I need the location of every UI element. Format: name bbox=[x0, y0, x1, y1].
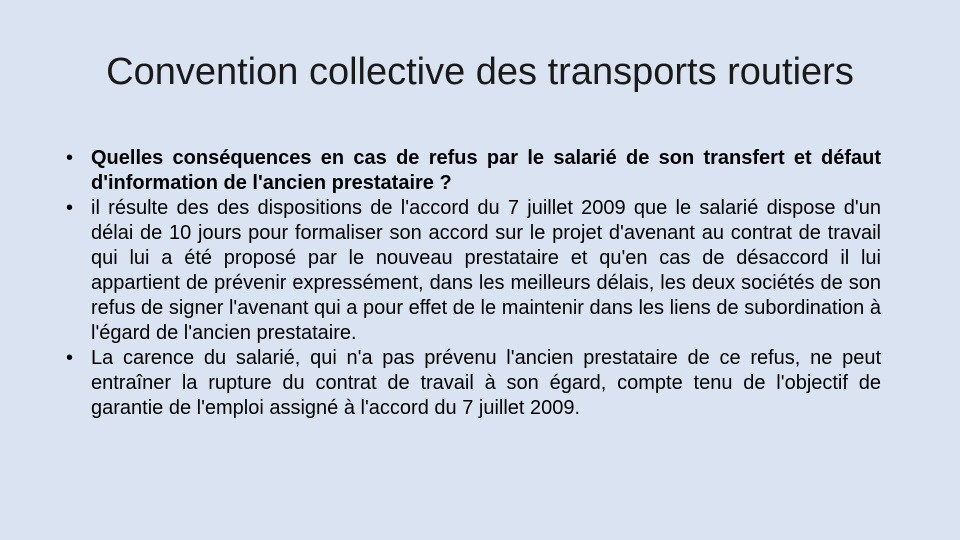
bullet-dot-icon: • bbox=[66, 347, 74, 369]
slide-title: Convention collective des transports routiers bbox=[106, 51, 854, 93]
bullet-item-conclusion bbox=[66, 346, 881, 421]
bullet-dot-icon: • bbox=[66, 147, 74, 169]
bullet-text: Quelles conséquences en cas de refus par le salarié de son transfert et défaut d'information de l'ancien prestataire ? bbox=[91, 147, 881, 194]
bullet-item-question bbox=[66, 146, 881, 196]
bullet-text: La carence du salarié, qui n'a pas prévenu l'ancien prestataire de ce refus, ne peut entraîner la rupture du contrat de travail à son égard, compte tenu de l'objectif de garantie de l'emploi assigné à l'accord du 7 juillet 2009. bbox=[91, 347, 881, 419]
bullet-list bbox=[66, 146, 881, 421]
bullet-text: il résulte des des dispositions de l'accord du 7 juillet 2009 que le salarié dispose d'un délai de 10 jours pour formaliser son accord sur le projet d'avenant au contrat de travail qui lui a été proposé par le nouveau prestataire et qu'en cas de désaccord il lui appartient de prévenir expressément, dans les meilleurs délais, les deux sociétés de son refus de signer l'avenant qui a pour effet de le maintenir dans les liens de subordination à l'égard de l'ancien prestataire. bbox=[91, 197, 881, 344]
bullet-item-answer bbox=[66, 196, 881, 346]
bullet-dot-icon: • bbox=[66, 197, 74, 219]
